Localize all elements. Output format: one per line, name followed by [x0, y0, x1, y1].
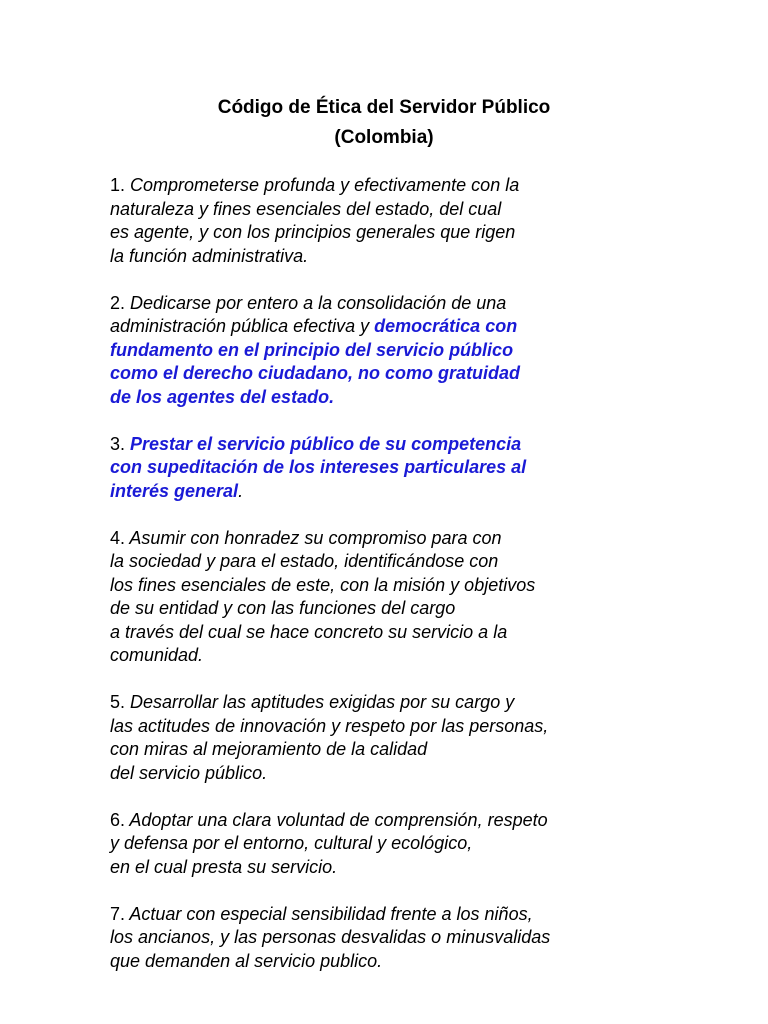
principle-line: [110, 856, 750, 880]
principle-line: [110, 527, 750, 551]
principle-text: a través del cual se hace concreto su servicio a la: [110, 621, 508, 642]
principle-text: .: [238, 480, 244, 501]
title-line-2: (Colombia): [334, 127, 434, 148]
principle-item-1: [110, 174, 750, 268]
principle-line: [110, 245, 750, 269]
page-title: [0, 93, 768, 153]
principle-number: 3.: [110, 433, 126, 454]
principle-text: las actitudes de innovación y respeto por las personas,: [110, 715, 549, 736]
principle-text: Adoptar una clara voluntad de comprensión, respeto: [125, 809, 548, 830]
principle-line: [110, 574, 750, 598]
principle-text: administración pública efectiva y: [110, 316, 375, 336]
highlighted-text: de los agentes del estado.: [110, 386, 335, 407]
principle-line: [110, 597, 750, 621]
principle-text: Desarrollar las aptitudes exigidas por su cargo y: [125, 692, 515, 712]
principle-line: [110, 480, 750, 504]
principle-line: [110, 809, 750, 833]
highlighted-text: fundamento en el principio del servicio público: [110, 339, 514, 360]
principle-line: [110, 644, 750, 668]
principle-line: [110, 456, 750, 480]
principle-line: [110, 926, 750, 950]
principle-text: en el cual presta su servicio.: [110, 856, 338, 877]
principle-number: 2.: [110, 292, 126, 313]
principle-number: 5.: [110, 692, 126, 712]
principle-item-6: [110, 809, 750, 880]
highlighted-text: con supeditación de los intereses particulares al: [110, 457, 527, 477]
principle-line: [110, 174, 750, 198]
principle-item-4: [110, 527, 750, 668]
principle-text: Actuar con especial sensibilidad frente a los niños,: [125, 903, 533, 924]
principle-text: Comprometerse profunda y efectivamente con la: [125, 175, 520, 195]
principle-text: y defensa por el entorno, cultural y ecológico,: [110, 833, 473, 853]
principle-text: con miras al mejoramiento de la calidad: [110, 739, 428, 759]
principle-line: [110, 621, 750, 645]
principle-line: [110, 715, 750, 739]
principle-line: [110, 433, 750, 457]
principle-text: es agente, y con los principios generales que rigen: [110, 222, 516, 242]
principle-text: que demanden al servicio publico.: [110, 950, 383, 971]
principle-item-7: [110, 903, 750, 974]
principle-line: [110, 339, 750, 363]
principle-line: [110, 386, 750, 410]
highlighted-text: interés general: [110, 480, 239, 501]
principle-text: naturaleza y fines esenciales del estado, del cual: [110, 198, 502, 219]
principle-line: [110, 950, 750, 974]
principle-line: [110, 362, 750, 386]
principle-number: 4.: [110, 527, 126, 548]
principle-line: [110, 762, 750, 786]
highlighted-text: democrática con: [374, 316, 518, 336]
title-line-1: Código de Ética del Servidor Público: [217, 97, 551, 118]
principle-line: [110, 292, 750, 316]
principle-item-2: [110, 292, 750, 410]
principle-item-3: [110, 433, 750, 504]
principle-line: [110, 738, 750, 762]
principle-line: [110, 832, 750, 856]
principle-text: la sociedad y para el estado, identificándose con: [110, 551, 499, 571]
principle-line: [110, 691, 750, 715]
principle-text: los ancianos, y las personas desvalidas o minusvalidas: [110, 927, 551, 947]
principle-number: 1.: [110, 175, 126, 195]
ethics-principles-list: [110, 174, 750, 997]
principle-text: Asumir con honradez su compromiso para con: [125, 527, 502, 548]
highlighted-text: Prestar el servicio público de su competencia: [125, 433, 522, 454]
principle-text: Dedicarse por entero a la consolidación de una: [125, 292, 507, 313]
principle-line: [110, 315, 750, 339]
principle-line: [110, 550, 750, 574]
principle-line: [110, 903, 750, 927]
highlighted-text: como el derecho ciudadano, no como gratuidad: [110, 363, 521, 383]
principle-text: la función administrativa.: [110, 245, 309, 266]
principle-text: de su entidad y con las funciones del cargo: [110, 598, 456, 618]
principle-text: comunidad.: [110, 645, 204, 665]
principle-item-5: [110, 691, 750, 785]
principle-text: del servicio público.: [110, 762, 268, 783]
principle-line: [110, 221, 750, 245]
principle-text: los fines esenciales de este, con la misión y objetivos: [110, 574, 536, 595]
principle-number: 6.: [110, 809, 126, 830]
principle-line: [110, 198, 750, 222]
principle-number: 7.: [110, 903, 126, 924]
